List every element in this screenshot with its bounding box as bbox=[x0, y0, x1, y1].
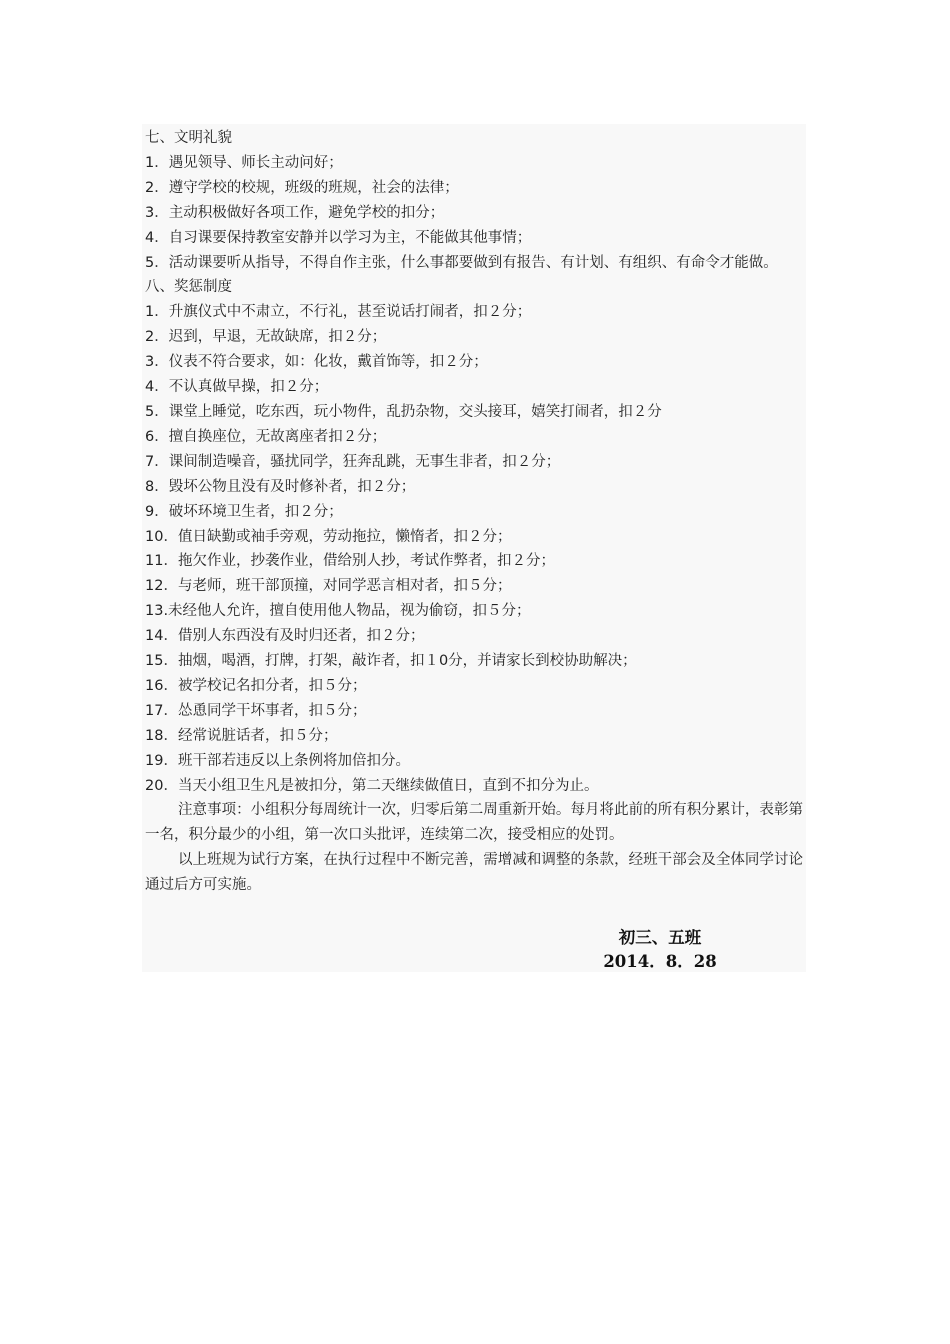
list-item: 10．值日缺勤或袖手旁观，劳动拖拉，懒惰者，扣２分； bbox=[145, 528, 512, 545]
list-item: 19．班干部若违反以上条例将加倍扣分。 bbox=[145, 752, 410, 769]
note-paragraph: 注意事项：小组积分每周统计一次，归零后第二周重新开始。每月将此前的所有积分累计，表彰第一名，积分最少的小组，第一次口头批评，连续第二次，接受相应的处罚。 bbox=[145, 802, 803, 844]
closing-paragraph: 以上班规为试行方案，在执行过程中不断完善，需增减和调整的条款，经班干部会及全体同学讨论通过后方可实施。 bbox=[145, 852, 803, 894]
list-item: 12．与老师，班干部顶撞，对同学恶言相对者，扣５分； bbox=[145, 578, 512, 595]
list-item: 8．毁坏公物且没有及时修补者，扣２分； bbox=[145, 478, 416, 495]
list-item: 3．仪表不符合要求，如：化妆，戴首饰等，扣２分； bbox=[145, 354, 488, 371]
list-item: 13.未经他人允许，擅自使用他人物品，视为偷窃，扣５分； bbox=[145, 603, 531, 620]
section-heading-etiquette: 七、文明礼貌 bbox=[145, 130, 232, 146]
list-item: 18．经常说脏话者，扣５分； bbox=[145, 727, 338, 744]
list-item: 7．课间制造噪音，骚扰同学，狂奔乱跳，无事生非者，扣２分； bbox=[145, 453, 561, 470]
list-item: 3．主动积极做好各项工作，避免学校的扣分； bbox=[145, 204, 445, 221]
signature-date: 2014．8．28 bbox=[603, 952, 717, 971]
list-item: 5．课堂上睡觉，吃东西，玩小物件，乱扔杂物，交头接耳，嬉笑打闹者，扣２分 bbox=[145, 403, 662, 420]
list-item: 20．当天小组卫生凡是被扣分，第二天继续做值日，直到不扣分为止。 bbox=[145, 777, 599, 794]
document-body bbox=[145, 126, 803, 898]
list-item: 2．迟到，早退，无故缺席，扣２分； bbox=[145, 329, 387, 346]
signature-class-name: 初三、五班 bbox=[618, 928, 702, 947]
list-item: 1．升旗仪式中不肃立，不行礼，甚至说话打闹者，扣２分； bbox=[145, 304, 532, 321]
section-heading-rewards-penalties: 八、奖惩制度 bbox=[145, 279, 232, 296]
list-item: 4．不认真做早操，扣２分； bbox=[145, 379, 329, 396]
list-item: 1．遇见领导、师长主动问好； bbox=[145, 154, 343, 171]
list-item: 4．自习课要保持教室安静并以学习为主，不能做其他事情； bbox=[145, 229, 532, 246]
list-item: 15．抽烟，喝酒，打牌，打架，敲诈者，扣１0分，并请家长到校协助解决； bbox=[145, 653, 637, 670]
list-item: 11．拖欠作业，抄袭作业，借给别人抄，考试作弊者，扣２分； bbox=[145, 553, 555, 570]
list-item: 17．怂恿同学干坏事者，扣５分； bbox=[145, 702, 367, 719]
list-item: 2．遵守学校的校规，班级的班规，社会的法律； bbox=[145, 179, 459, 196]
list-item: 9．破坏环境卫生者，扣２分； bbox=[145, 503, 343, 520]
list-item: 5．活动课要听从指导，不得自作主张，什么事都要做到有报告、有计划、有组织、有命令才能做。 bbox=[145, 254, 778, 271]
list-item: 14．借别人东西没有及时归还者，扣２分； bbox=[145, 628, 425, 645]
list-item: 16．被学校记名扣分者，扣５分； bbox=[145, 677, 367, 694]
list-item: 6．擅自换座位，无故离座者扣２分； bbox=[145, 428, 387, 445]
